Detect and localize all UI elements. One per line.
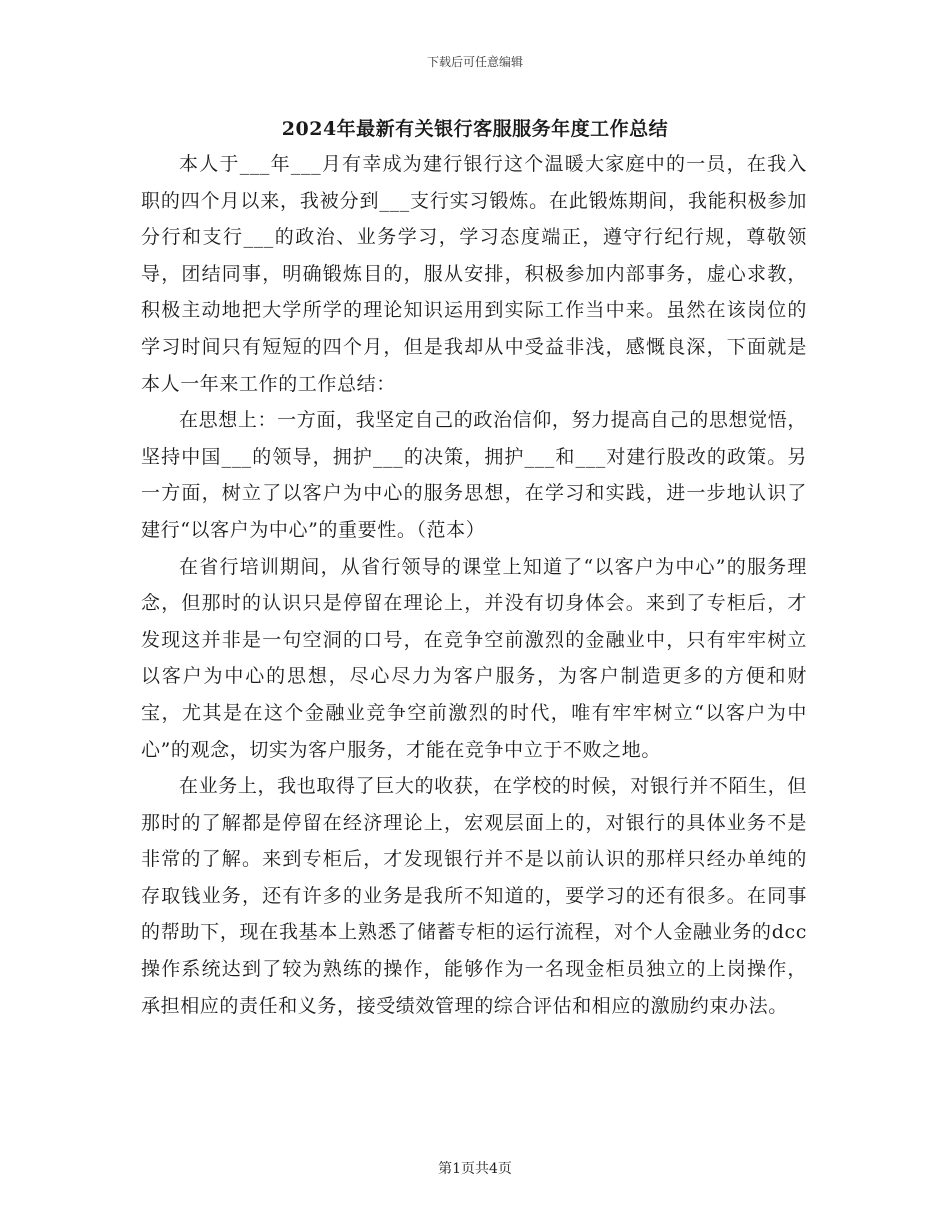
paragraph: 本人于___年___月有幸成为建行银行这个温暖大家庭中的一员，在我入职的四个月以来，我被分到___支行实习锻炼。在此锻炼期间，我能积极参加分行和支行___的政治、业务学习，学习态度端正，遵守行纪行规，尊敬领导，团结同事，明确锻炼目的，服从安排，积极参加内部事务，虚心求教，积极主动地把大学所学的理论知识运用到实际工作当中来。虽然在该岗位的学习时间只有短短的四个月，但是我却从中受益非浅，感慨良深，下面就是本人一年来工作的工作总结： <box>141 153 807 395</box>
paragraph: 在思想上：一方面，我坚定自己的政治信仰，努力提高自己的思想觉悟，坚持中国___的领导，拥护___的决策，拥护___和___对建行股改的政策。另一方面，树立了以客户为中心的服务思想，在学习和实践，进一步地认识了建行“以客户为中心”的重要性。（范本） <box>141 409 807 541</box>
paragraph: 在省行培训期间，从省行领导的课堂上知道了“以客户为中心”的服务理念，但那时的认识只是停留在理论上，并没有切身体会。来到了专柜后，才发现这并非是一句空洞的口号，在竞争空前激烈的金融业中，只有牢牢树立以客户为中心的思想，尽心尽力为客户服务，为客户制造更多的方便和财宝，尤其是在这个金融业竞争空前激烈的时代，唯有牢牢树立“以客户为中心”的观念，切实为客户服务，才能在竞争中立于不败之地。 <box>141 555 807 761</box>
page-number-footer: 第1页共4页 <box>438 1161 512 1177</box>
header-note: 下载后可任意编辑 <box>426 55 523 69</box>
paragraph: 在业务上，我也取得了巨大的收获，在学校的时候，对银行并不陌生，但那时的了解都是停留在经济理论上，宏观层面上的，对银行的具体业务不是非常的了解。来到专柜后，才发现银行并不是以前认识的那样只经办单纯的存取钱业务，还有许多的业务是我所不知道的，要学习的还有很多。在同事的帮助下，现在我基本上熟悉了储蓄专柜的运行流程，对个人金融业务的dcc操作系统达到了较为熟练的操作，能够作为一名现金柜员独立的上岗操作，承担相应的责任和义务，接受绩效管理的综合评估和相应的激励约束办法。 <box>141 775 807 1017</box>
document-title: 2024年最新有关银行客服服务年度工作总结 <box>281 118 669 140</box>
document-body <box>141 146 807 1024</box>
